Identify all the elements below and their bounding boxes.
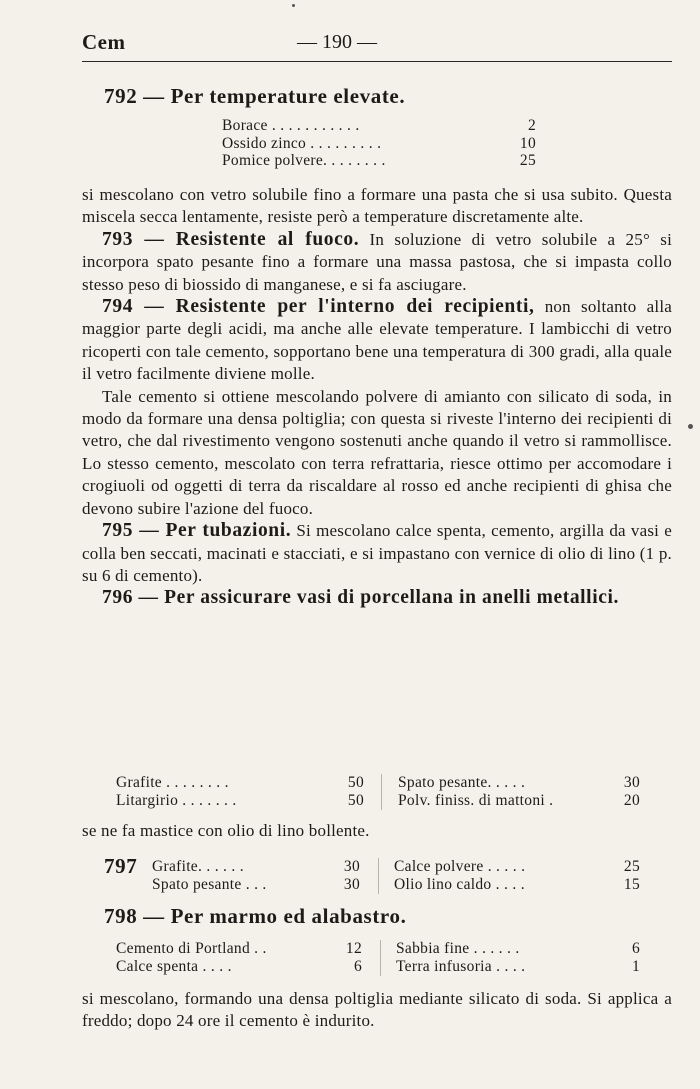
margin-dot bbox=[688, 424, 693, 429]
recipe-793-text: In soluzione di vetro solubile a 25° si incorpora spato pesante fino a formare una massa pastosa, che si impasta collo stesso peso di biossido di manganese, e si fa asciugare. bbox=[82, 229, 672, 294]
ingredient-name: Litargirio . . . . . . . bbox=[116, 791, 237, 809]
ingredient-name: Olio lino caldo . . . . bbox=[394, 875, 525, 893]
ingredient-name: Spato pesante . . . bbox=[152, 875, 267, 893]
ingredient-qty: 12 bbox=[345, 940, 362, 957]
page-speck bbox=[292, 4, 295, 7]
ingredient-row bbox=[152, 876, 360, 894]
recipe-794-paragraph bbox=[82, 296, 672, 386]
ingredient-qty: 30 bbox=[343, 875, 360, 893]
ingredient-name: Pomice polvere. . . . . . . . bbox=[222, 152, 386, 169]
recipe-792-ingredients bbox=[222, 117, 540, 170]
ingredient-name: Sabbia fine . . . . . . bbox=[396, 940, 520, 957]
recipe-793-heading: 793 — Resistente al fuoco. bbox=[102, 228, 360, 250]
ingredient-row bbox=[116, 774, 364, 792]
ingredient-row bbox=[116, 792, 364, 810]
recipe-794-heading: 794 — Resistente per l'interno dei recipienti, bbox=[102, 296, 535, 318]
ingredient-row bbox=[394, 876, 640, 894]
ingredient-name: Calce spenta . . . . bbox=[116, 957, 232, 975]
ingredient-qty: 15 bbox=[623, 875, 640, 893]
recipe-797-ingredients-left bbox=[152, 858, 360, 893]
ingredient-row bbox=[398, 774, 640, 792]
page-number: — 190 — bbox=[297, 31, 377, 53]
body-block-792-796 bbox=[82, 184, 672, 610]
ingredient-name: Calce polvere . . . . . bbox=[394, 858, 526, 875]
header-rule bbox=[82, 61, 672, 62]
ingredient-qty: 2 bbox=[527, 117, 536, 134]
recipe-794-text: non soltanto alla maggior parte degli acidi, ma anche alle elevate temperature. I lambicchi di vetro ricoperti con tale cemento, sopportano bene una temperatura di 300 gradi, alla quale il vetro facilmente diviene molle. bbox=[82, 297, 672, 384]
ingredient-qty: 10 bbox=[519, 134, 536, 152]
recipe-797-ingredients-right bbox=[394, 858, 640, 893]
column-divider bbox=[378, 858, 379, 894]
recipe-792-text: si mescolano con vetro solubile fino a formare una pasta che si usa subito. Questa miscela secca lentamente, resiste però a temperature discretamente alte. bbox=[82, 185, 672, 227]
recipe-796-text: se ne fa mastice con olio di lino bollente. bbox=[82, 821, 370, 840]
ingredient-row bbox=[396, 940, 640, 958]
ingredient-name: Polv. finiss. di mattoni . bbox=[398, 791, 554, 809]
ingredient-row bbox=[396, 958, 640, 976]
ingredient-row bbox=[398, 792, 640, 810]
recipe-798-heading: 798 — Per marmo ed alabastro. bbox=[104, 904, 407, 928]
running-header bbox=[82, 30, 672, 58]
running-head-keyword: Cem bbox=[82, 30, 126, 54]
ingredient-qty: 25 bbox=[519, 152, 536, 169]
recipe-796-heading: 796 — Per assicurare vasi di porcellana in anelli metallici. bbox=[102, 587, 619, 609]
recipe-795-heading: 795 — Per tubazioni. bbox=[102, 520, 292, 542]
ingredient-qty: 20 bbox=[623, 791, 640, 809]
recipe-796-ingredients-right bbox=[398, 774, 640, 809]
recipe-798-ingredients-right bbox=[396, 940, 640, 975]
ingredient-row bbox=[394, 858, 640, 876]
ingredient-row bbox=[116, 940, 362, 958]
recipe-794-text-continued: Tale cemento si ottiene mescolando polvere di amianto con silicato di soda, in modo da formare una densa poltiglia; con questa si riveste l'interno dei recipienti di vetro, che dal rivestimento vengono sostenuti anche quando il vetro si rammollisce. Lo stesso cemento, mescolato con terra refrattaria, riesce ottimo per accomodare i crogiuoli od oggetti di terra da riscaldare al rosso ed anche recipienti di ghisa che devono subire l'azione del fuoco. bbox=[82, 386, 672, 518]
ingredient-row bbox=[152, 858, 360, 876]
ingredient-name: Borace . . . . . . . . . . . bbox=[222, 117, 360, 134]
recipe-795-text: Si mescolano calce spenta, cemento, argilla da vasi e colla ben seccati, macinati e stacciati, e si impastano con vernice di olio di lino (1 p. su 6 di cemento). bbox=[82, 521, 673, 585]
ingredient-row bbox=[116, 958, 362, 976]
ingredient-qty: 1 bbox=[631, 957, 640, 975]
recipe-798-ingredients-left bbox=[116, 940, 362, 975]
column-divider bbox=[380, 940, 381, 976]
ingredient-name: Grafite. . . . . . bbox=[152, 858, 244, 875]
ingredient-row bbox=[222, 135, 540, 153]
ingredient-row bbox=[222, 152, 540, 170]
ingredient-qty: 50 bbox=[347, 791, 364, 809]
recipe-797-number: 797 bbox=[104, 854, 138, 878]
recipe-795-paragraph bbox=[82, 520, 672, 587]
recipe-798-text: si mescolano, formando una densa poltiglia mediante silicato di soda. Si applica a freddo; dopo 24 ore il cemento è indurito. bbox=[82, 989, 672, 1031]
ingredient-qty: 30 bbox=[623, 774, 640, 791]
ingredient-qty: 6 bbox=[631, 940, 640, 957]
ingredient-qty: 25 bbox=[623, 858, 640, 875]
ingredient-name: Spato pesante. . . . . bbox=[398, 774, 526, 791]
recipe-796-ingredients-left bbox=[116, 774, 364, 809]
ingredient-name: Cemento di Portland . . bbox=[116, 940, 267, 957]
column-divider bbox=[381, 774, 382, 810]
ingredient-name: Grafite . . . . . . . . bbox=[116, 774, 229, 791]
ingredient-qty: 6 bbox=[353, 957, 362, 975]
ingredient-qty: 30 bbox=[343, 858, 360, 875]
ingredient-row bbox=[222, 117, 540, 135]
recipe-793-paragraph bbox=[82, 229, 672, 296]
ingredient-name: Terra infusoria . . . . bbox=[396, 957, 526, 975]
recipe-792-heading: 792 — Per temperature elevate. bbox=[104, 84, 406, 108]
ingredient-qty: 50 bbox=[347, 774, 364, 791]
ingredient-name: Ossido zinco . . . . . . . . . bbox=[222, 134, 382, 152]
